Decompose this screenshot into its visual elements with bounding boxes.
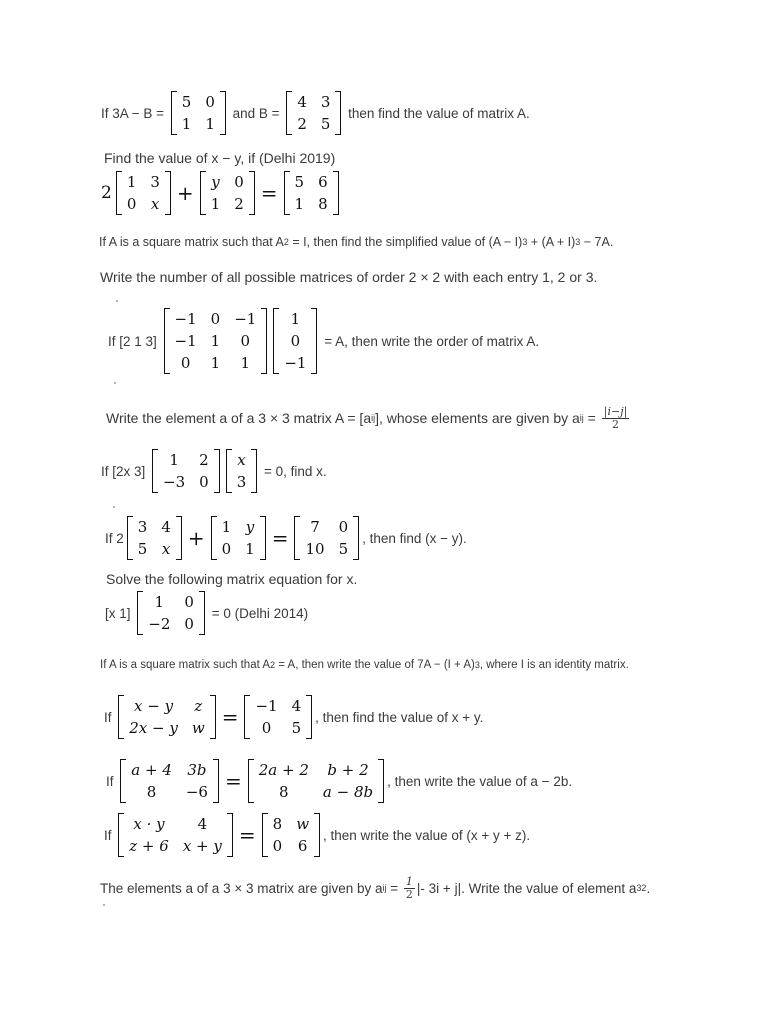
question-text: If A is a square matrix such that A	[99, 235, 284, 249]
matrix-cell: 8	[279, 783, 289, 801]
question-text: , then find the value of x + y.	[315, 709, 484, 725]
matrix-cell: 0	[199, 473, 209, 491]
matrix-cell: 3	[150, 173, 160, 191]
matrix-cell: 1	[290, 310, 301, 328]
matrix-grid	[170, 308, 262, 374]
question-text: Solve the following matrix equation for x.	[106, 571, 358, 587]
question-text: |- 3i + j|. Write the value of element a	[416, 880, 637, 896]
matrix-cell: 4	[297, 93, 307, 111]
question-text: Write the element a of a 3 × 3 matrix A = [a	[106, 410, 372, 426]
matrix-cell: 8	[272, 815, 283, 833]
matrix-cell: 1	[169, 451, 179, 469]
matrix	[248, 759, 384, 803]
question-text: , then write the value of a − 2b.	[387, 773, 573, 789]
matrix-grid	[124, 813, 227, 857]
question-text: = I, then find the simplified value of (A − I)	[288, 235, 523, 249]
matrix-cell: 1	[210, 354, 221, 372]
matrix-grid	[290, 171, 333, 215]
matrix-right-bracket	[165, 171, 171, 215]
question-text: The elements a of a 3 × 3 matrix are given by a	[100, 880, 383, 896]
matrix-cell: 3	[320, 93, 331, 111]
question-text: Find the value of x − y, if (Delhi 2019)	[104, 150, 336, 166]
matrix-cell: −1	[255, 697, 278, 715]
question-text: , where I is an identity matrix.	[479, 659, 629, 671]
matrix-cell: 1	[240, 354, 251, 372]
operator: =	[238, 823, 256, 847]
matrix-right-bracket	[249, 171, 255, 215]
matrix	[273, 308, 317, 374]
question-11	[104, 692, 483, 742]
question-text: [x 1]	[105, 605, 135, 621]
matrix-grid	[217, 516, 260, 560]
question-6	[106, 402, 631, 434]
matrix-cell: 1	[181, 115, 192, 133]
question-text: , then write the value of (x + y + z).	[323, 827, 531, 843]
question-text: + (A + I)	[527, 235, 576, 249]
stray-dot	[116, 300, 118, 302]
question-text: .	[646, 880, 651, 896]
matrix-cell: −1	[234, 310, 257, 328]
matrix	[284, 171, 339, 215]
matrix-right-bracket	[335, 91, 341, 135]
matrix-cell: 0	[180, 354, 191, 372]
matrix-cell: 1	[126, 173, 137, 191]
matrix	[294, 516, 359, 560]
question-text: If	[104, 709, 116, 725]
question-3	[99, 233, 613, 251]
matrix-cell: 0	[210, 310, 221, 328]
matrix-cell: y	[211, 173, 220, 191]
question-8	[105, 513, 467, 563]
matrix-cell: 2a + 2	[258, 761, 309, 779]
matrix-right-bracket	[353, 516, 359, 560]
scalar-coefficient: 2	[101, 183, 112, 203]
matrix-cell: 5	[181, 93, 192, 111]
question-text: then find the value of matrix A.	[344, 105, 530, 121]
matrix	[152, 449, 220, 493]
matrix-cell: y	[245, 518, 255, 536]
matrix-cell: 0	[240, 332, 251, 350]
matrix-cell: 4	[161, 518, 171, 536]
operator: =	[271, 526, 289, 550]
question-1	[101, 88, 530, 138]
matrix-cell: 1	[245, 540, 255, 558]
matrix-cell: −3	[163, 473, 186, 491]
matrix-cell: 2	[297, 115, 307, 133]
matrix-cell: 6	[297, 837, 308, 855]
matrix-cell: 0	[184, 593, 194, 611]
question-text: = A, then write the value of 7A − (I + A)	[275, 659, 475, 671]
stray-dot	[114, 382, 116, 384]
superscript: 3	[575, 237, 581, 247]
matrix-grid	[126, 759, 213, 803]
matrix-cell: 2	[199, 451, 209, 469]
matrix-right-bracket	[260, 516, 266, 560]
matrix-cell: 5	[291, 719, 302, 737]
matrix	[118, 695, 215, 739]
matrix-cell: 1	[205, 115, 215, 133]
question-text: Write the number of all possible matrices of order 2 × 2 with each entry 1, 2 or 3.	[100, 269, 598, 285]
matrix-grid	[250, 695, 306, 739]
matrix	[137, 591, 205, 635]
matrix-grid	[292, 91, 335, 135]
matrix-cell: 1	[210, 195, 221, 213]
operator: +	[176, 181, 194, 205]
matrix-cell: 8	[318, 195, 328, 213]
matrix-right-bracket	[227, 813, 233, 857]
matrix	[127, 516, 182, 560]
fraction-denominator: 2	[405, 887, 413, 901]
matrix-cell: b + 2	[327, 761, 369, 779]
matrix-cell: x	[237, 451, 246, 469]
matrix-cell: 0	[272, 837, 283, 855]
superscript: 2	[283, 237, 289, 247]
matrix-right-bracket	[176, 516, 182, 560]
matrix-grid	[158, 449, 214, 493]
matrix	[286, 91, 341, 135]
matrix-grid	[232, 449, 252, 493]
matrix-cell: 3b	[187, 761, 207, 779]
matrix-right-bracket	[306, 695, 312, 739]
matrix-cell: x + y	[182, 837, 222, 855]
matrix	[262, 813, 320, 857]
question-9-heading	[106, 570, 357, 588]
matrix-cell: x	[161, 540, 171, 558]
matrix-cell: −2	[148, 615, 171, 633]
question-text: = 0 (Delhi 2014)	[207, 605, 309, 621]
matrix-cell: 0	[205, 93, 215, 111]
matrix-grid	[143, 591, 199, 635]
subscript: 32	[636, 883, 647, 893]
matrix-grid	[254, 759, 378, 803]
matrix-cell: 3	[137, 518, 148, 536]
matrix-cell: 5	[338, 540, 349, 558]
matrix-cell: 5	[294, 173, 305, 191]
matrix-cell: 0	[184, 615, 194, 633]
question-12	[106, 756, 572, 806]
matrix-cell: w	[191, 719, 205, 737]
matrix-cell: 0	[290, 332, 301, 350]
question-9-equation	[105, 588, 308, 638]
matrix	[120, 759, 219, 803]
question-4	[100, 268, 597, 286]
question-13	[104, 810, 530, 860]
matrix-cell: z + 6	[129, 837, 169, 855]
question-text: If [2 1 3]	[108, 333, 161, 349]
matrix	[244, 695, 312, 739]
matrix-cell: 1	[210, 332, 221, 350]
matrix	[211, 516, 266, 560]
question-text: =	[386, 880, 402, 896]
matrix-cell: 5	[137, 540, 148, 558]
matrix-grid	[206, 171, 249, 215]
matrix-right-bracket	[378, 759, 384, 803]
matrix-cell: 5	[320, 115, 331, 133]
matrix-cell: 2x − y	[129, 719, 178, 737]
matrix-cell: w	[296, 815, 310, 833]
matrix-cell: x	[150, 195, 160, 213]
matrix-grid	[133, 516, 176, 560]
matrix	[226, 449, 258, 493]
matrix-cell: 7	[310, 518, 320, 536]
matrix-right-bracket	[220, 91, 226, 135]
matrix-cell: −1	[284, 354, 307, 372]
matrix-cell: 3	[236, 473, 247, 491]
question-text: − 7A.	[580, 235, 614, 249]
matrix-cell: 4	[197, 815, 208, 833]
operator: =	[260, 181, 278, 205]
matrix-grid	[279, 308, 311, 374]
matrix-right-bracket	[333, 171, 339, 215]
matrix-cell: 0	[338, 518, 349, 536]
question-text: If 3A − B =	[101, 105, 168, 121]
stray-dot	[113, 506, 115, 508]
superscript: 3	[474, 660, 480, 670]
subscript: ij	[382, 883, 387, 893]
matrix	[200, 171, 255, 215]
matrix-cell: x − y	[134, 697, 174, 715]
matrix-right-bracket	[213, 759, 219, 803]
question-10	[100, 656, 629, 674]
fraction	[602, 406, 630, 431]
matrix-cell: 8	[146, 783, 157, 801]
matrix-cell: a + 4	[131, 761, 172, 779]
matrix-cell: 0	[234, 173, 244, 191]
subscript: ij	[371, 413, 376, 423]
matrix	[171, 91, 226, 135]
question-text: , then find (x − y).	[362, 530, 467, 546]
matrix-cell: −6	[185, 783, 208, 801]
operator: =	[221, 705, 239, 729]
question-text: If	[106, 773, 118, 789]
matrix-grid	[122, 171, 165, 215]
question-2-heading	[104, 149, 335, 167]
question-text: = A, then write the order of matrix A.	[320, 333, 540, 349]
matrix-cell: 0	[221, 540, 232, 558]
matrix-cell: 1	[294, 195, 305, 213]
matrix-cell: −1	[174, 310, 197, 328]
matrix-right-bracket	[261, 308, 267, 374]
question-text: If 2	[105, 530, 124, 546]
superscript: 2	[270, 660, 276, 670]
matrix-right-bracket	[251, 449, 257, 493]
matrix-right-bracket	[311, 308, 317, 374]
matrix-right-bracket	[210, 695, 216, 739]
question-14	[100, 876, 650, 900]
matrix-cell: 1	[221, 518, 232, 536]
question-text: If	[104, 827, 116, 843]
fraction	[404, 876, 415, 901]
question-text: If A is a square matrix such that A	[100, 659, 271, 671]
question-text: =	[583, 410, 600, 426]
matrix	[164, 308, 268, 374]
matrix-grid	[124, 695, 209, 739]
matrix-cell: 0	[126, 195, 137, 213]
subscript: ij	[579, 413, 584, 423]
matrix-right-bracket	[214, 449, 220, 493]
fraction-denominator: 2	[612, 417, 620, 431]
fraction-numerator: |i−j|	[603, 404, 628, 418]
matrix-cell: 4	[291, 697, 302, 715]
matrix-right-bracket	[199, 591, 205, 635]
question-5	[108, 304, 539, 378]
question-text: If [2x 3]	[101, 463, 150, 479]
question-text: and B =	[228, 105, 284, 121]
question-text: = 0, find x.	[260, 463, 327, 479]
matrix-grid	[268, 813, 314, 857]
matrix-cell: 0	[261, 719, 272, 737]
operator: +	[187, 526, 205, 550]
matrix-cell: 6	[318, 173, 328, 191]
matrix-cell: 10	[305, 540, 325, 558]
matrix-cell: 2	[234, 195, 244, 213]
stray-dot	[103, 904, 105, 906]
matrix-cell: z	[194, 697, 203, 715]
fraction-numerator: 1	[405, 874, 413, 888]
question-text: ], whose elements are given by a	[375, 410, 580, 426]
matrix-grid	[177, 91, 220, 135]
question-2-equation	[101, 169, 342, 217]
matrix-cell: x · y	[133, 815, 165, 833]
matrix-cell: 1	[154, 593, 165, 611]
matrix	[118, 813, 233, 857]
operator: =	[224, 769, 242, 793]
matrix	[116, 171, 171, 215]
question-7	[101, 446, 327, 496]
matrix-cell: a − 8b	[322, 783, 374, 801]
matrix-grid	[300, 516, 353, 560]
matrix-cell: −1	[174, 332, 197, 350]
matrix-right-bracket	[314, 813, 320, 857]
superscript: 3	[522, 237, 528, 247]
